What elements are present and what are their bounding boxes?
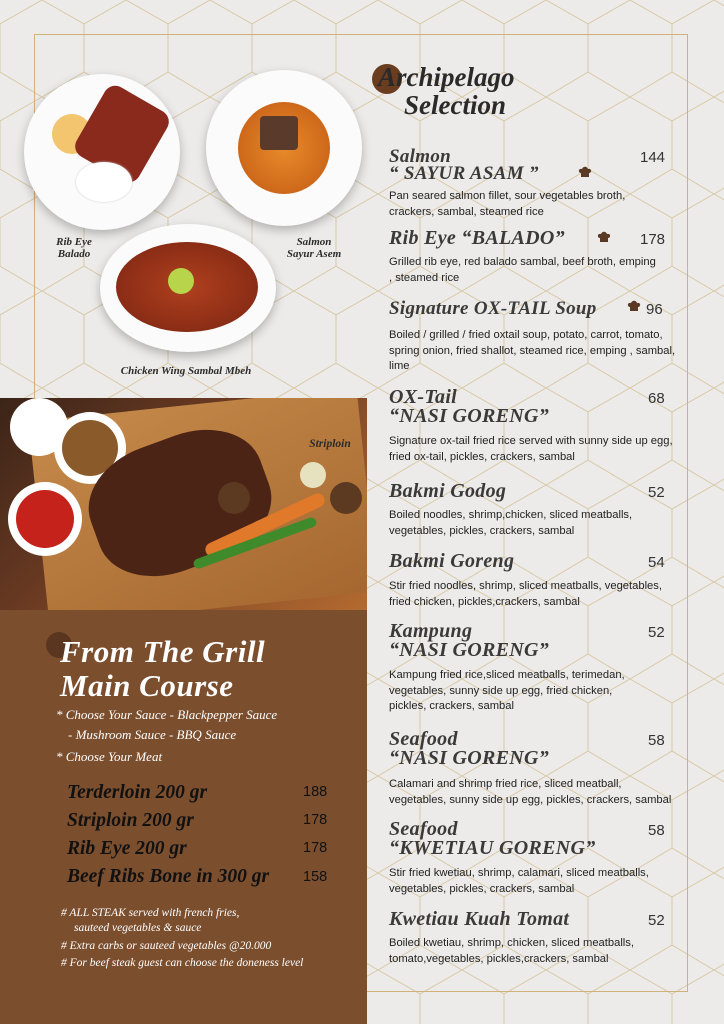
steak-name: Terderloin 200 gr xyxy=(67,782,208,803)
chef-hat-icon xyxy=(578,166,592,179)
note: sauteed vegetables & sauce xyxy=(74,922,202,934)
steak-price: 188 xyxy=(303,784,328,800)
note: # For beef steak guest can choose the doneness level xyxy=(61,957,304,969)
menu-title-line1: Archipelago xyxy=(378,62,515,92)
caption-rib-eye: Rib Eye Balado xyxy=(56,236,92,260)
chef-hat-icon xyxy=(597,231,611,244)
grill-title-line1: From The Grill xyxy=(60,634,266,669)
steak-name: Beef Ribs Bone in 300 gr xyxy=(67,866,270,887)
steak-name: Rib Eye 200 gr xyxy=(67,838,187,859)
striploin-grill-photo xyxy=(0,398,367,610)
note: # ALL STEAK served with french fries, xyxy=(61,907,240,919)
sauce-line1: * Choose Your Sauce - Blackpepper Sauce xyxy=(56,707,278,722)
caption-salmon: Salmon Sayur Asem xyxy=(286,236,342,260)
rib-eye-balado-photo xyxy=(24,74,180,230)
caption-striploin: Striploin xyxy=(309,438,351,450)
menu-title-line2: Selection xyxy=(404,90,506,120)
chef-hat-icon xyxy=(627,300,641,313)
steak-price: 178 xyxy=(303,812,328,828)
steak-price: 178 xyxy=(303,840,328,856)
steak-name: Striploin 200 gr xyxy=(67,810,194,831)
grill-title-line2: Main Course xyxy=(60,668,234,703)
caption-chicken-wing: Chicken Wing Sambal Mbeh xyxy=(120,365,252,377)
note: # Extra carbs or sauteed vegetables @20.000 xyxy=(61,940,272,952)
chicken-wing-sambal-photo xyxy=(100,224,276,352)
sauce-line2: - Mushroom Sauce - BBQ Sauce xyxy=(68,727,237,742)
salmon-sayur-asem-photo xyxy=(206,70,362,226)
meat-line: * Choose Your Meat xyxy=(56,749,163,764)
steak-price: 158 xyxy=(303,869,328,885)
